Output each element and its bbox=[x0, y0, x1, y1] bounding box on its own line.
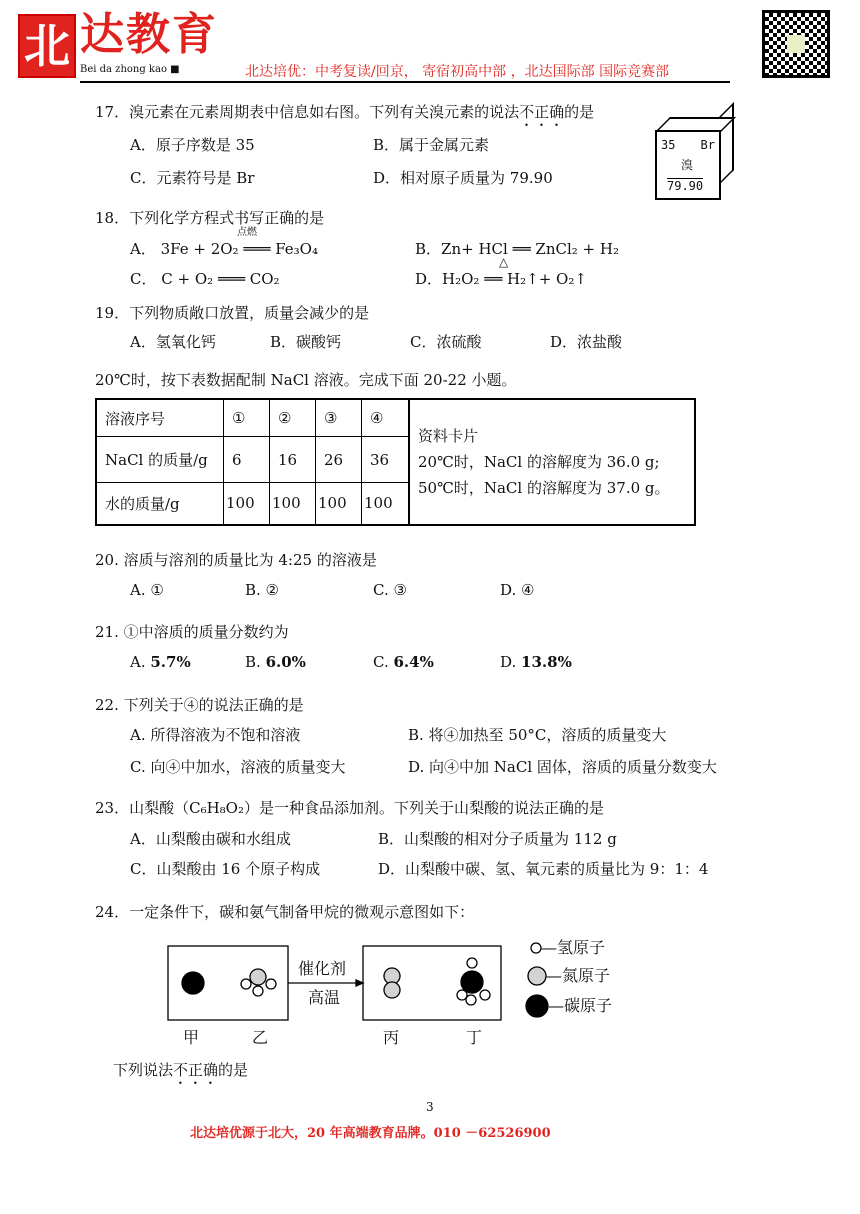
header-divider bbox=[80, 81, 730, 83]
legend-nitrogen-icon bbox=[528, 967, 546, 985]
q18-stem: 18．下列化学方程式书写正确的是 bbox=[95, 209, 325, 227]
table-cell: 水的质量/g bbox=[96, 483, 224, 525]
table-cell: NaCl 的质量/g bbox=[96, 437, 224, 483]
q22-option-b: B. 将④加热至 50°C，溶质的质量变大 bbox=[408, 726, 667, 744]
card-line: 50℃时，NaCl 的溶解度为 37.0 g。 bbox=[418, 478, 670, 497]
nitrogen-atom bbox=[250, 969, 266, 985]
carbon-atom bbox=[182, 972, 204, 994]
legend-carbon: —碳原子 bbox=[548, 996, 613, 1015]
table-cell: 100 bbox=[270, 483, 316, 525]
q23-option-d: D．山梨酸中碳、氢、氧元素的质量比为 9：1：4 bbox=[378, 860, 709, 878]
header-slogan: 北达培优：中考复读/回京， 寄宿初高中部 ，北达国际部 国际竞赛部 bbox=[245, 64, 670, 80]
q21-stem: 21. ①中溶质的质量分数约为 bbox=[95, 623, 289, 641]
footer: 北达培优源于北大，20 年高端教育品牌。010 －62526900 bbox=[190, 1126, 551, 1141]
table-cell: ④ bbox=[362, 399, 410, 437]
hydrogen-atom bbox=[466, 995, 476, 1005]
table-cell: 100 bbox=[224, 483, 270, 525]
q19-option-d: D．浓盐酸 bbox=[550, 333, 623, 351]
solution-table bbox=[95, 398, 696, 526]
element-card bbox=[655, 130, 721, 200]
q19-stem: 19．下列物质敞口放置，质量会减少的是 bbox=[95, 304, 370, 322]
hydrogen-atom bbox=[457, 990, 467, 1000]
q24-stem: 24．一定条件下，碳和氨气制备甲烷的微观示意图如下： bbox=[95, 903, 475, 921]
hydrogen-atom bbox=[253, 986, 263, 996]
label-bing: 丙 bbox=[383, 1028, 400, 1047]
info-card bbox=[409, 399, 695, 525]
q19-option-b: B．碳酸钙 bbox=[270, 333, 342, 351]
element-number: 35 bbox=[661, 138, 676, 152]
q17-option-d: D．相对原子质量为 79.90 bbox=[373, 169, 553, 187]
qr-code-icon bbox=[762, 10, 830, 78]
q18-option-d: D．H₂O₂ ══ H₂↑+ O₂↑ bbox=[415, 270, 587, 288]
page-number: 3 bbox=[426, 1100, 434, 1114]
q21-option-a: A. 5.7% bbox=[130, 653, 191, 671]
table-cell: 100 bbox=[316, 483, 362, 525]
table-cell: 36 bbox=[362, 437, 410, 483]
q18-condition-a: 点燃 bbox=[237, 227, 257, 238]
q17-option-c: C．元素符号是 Br bbox=[130, 169, 255, 187]
legend-hydrogen: —氢原子 bbox=[541, 938, 606, 957]
q22-option-d: D. 向④中加 NaCl 固体，溶质的质量分数变大 bbox=[408, 758, 717, 776]
q22-stem: 22. 下列关于④的说法正确的是 bbox=[95, 696, 304, 714]
section-intro: 20℃时，按下表数据配制 NaCl 溶液。完成下面 20-22 小题。 bbox=[95, 371, 517, 389]
q23-stem: 23．山梨酸（C₆H₈O₂）是一种食品添加剂。下列关于山梨酸的说法正确的是 bbox=[95, 799, 604, 817]
element-symbol: Br bbox=[700, 138, 715, 152]
carbon-atom bbox=[461, 971, 483, 993]
q18-option-b: B．Zn+ HCl ══ ZnCl₂ + H₂ bbox=[415, 240, 619, 258]
q23-option-a: A．山梨酸由碳和水组成 bbox=[130, 830, 291, 848]
hydrogen-atom bbox=[241, 979, 251, 989]
table-row bbox=[96, 399, 695, 437]
card-title: 资料卡片 bbox=[418, 426, 479, 445]
q21-option-d: D. 13.8% bbox=[500, 653, 572, 671]
q18-option-c: C． C + O₂ ═══ CO₂ bbox=[130, 270, 280, 288]
q22-option-c: C. 向④中加水，溶液的质量变大 bbox=[130, 758, 346, 776]
q20-option-b: B. ② bbox=[245, 581, 280, 599]
logo-text: 达教育 bbox=[80, 9, 218, 60]
label-yi: 乙 bbox=[252, 1028, 269, 1047]
arrow-condition-bottom: 高温 bbox=[308, 988, 341, 1007]
label-jia: 甲 bbox=[183, 1028, 200, 1047]
q17-option-b: B．属于金属元素 bbox=[373, 136, 490, 154]
card-line: 20℃时，NaCl 的溶解度为 36.0 g; bbox=[418, 452, 660, 471]
table-cell: 26 bbox=[316, 437, 362, 483]
q17-option-a: A．原子序数是 35 bbox=[130, 136, 255, 154]
logo-mark: 北 bbox=[18, 14, 76, 78]
table-cell: 16 bbox=[270, 437, 316, 483]
table-cell: 6 bbox=[224, 437, 270, 483]
table-cell: ① bbox=[224, 399, 270, 437]
hydrogen-atom bbox=[266, 979, 276, 989]
q18-condition-d: △ bbox=[499, 255, 509, 269]
q24-followup: 下列说法不正确的是 bbox=[113, 1061, 249, 1079]
q19-option-a: A．氢氧化钙 bbox=[130, 333, 216, 351]
table-cell: 100 bbox=[362, 483, 410, 525]
q20-option-d: D. ④ bbox=[500, 581, 535, 599]
nitrogen-atom bbox=[384, 982, 400, 998]
q20-option-c: C. ③ bbox=[373, 581, 407, 599]
table-cell: ③ bbox=[316, 399, 362, 437]
q20-stem: 20. 溶质与溶剂的质量比为 4:25 的溶液是 bbox=[95, 551, 377, 569]
q17-stem: 17．溴元素在元素周期表中信息如右图。下列有关溴元素的说法不正确的是 bbox=[95, 103, 595, 121]
arrow-condition-top: 催化剂 bbox=[298, 959, 347, 978]
q22-option-a: A. 所得溶液为不饱和溶液 bbox=[130, 726, 301, 744]
q21-option-c: C. 6.4% bbox=[373, 653, 434, 671]
table-cell: 溶液序号 bbox=[96, 399, 224, 437]
q20-option-a: A. ① bbox=[130, 581, 164, 599]
q23-option-c: C．山梨酸由 16 个原子构成 bbox=[130, 860, 321, 878]
table-cell: ② bbox=[270, 399, 316, 437]
q23-option-b: B．山梨酸的相对分子质量为 112 g bbox=[378, 830, 617, 848]
element-name: 溴 bbox=[681, 158, 694, 172]
label-ding: 丁 bbox=[466, 1028, 483, 1047]
legend-carbon-icon bbox=[526, 995, 548, 1017]
q18-option-a: A． 3Fe + 2O₂ ═══ Fe₃O₄ bbox=[130, 240, 318, 258]
element-mass: 79.90 bbox=[667, 179, 704, 193]
hydrogen-atom bbox=[480, 990, 490, 1000]
q21-option-b: B. 6.0% bbox=[245, 653, 306, 671]
legend-nitrogen: —氮原子 bbox=[546, 966, 611, 985]
legend-hydrogen-icon bbox=[531, 943, 541, 953]
hydrogen-atom bbox=[467, 958, 477, 968]
q19-option-c: C．浓硫酸 bbox=[410, 333, 482, 351]
logo-subtitle: Bei da zhong kao ■ bbox=[80, 64, 180, 75]
